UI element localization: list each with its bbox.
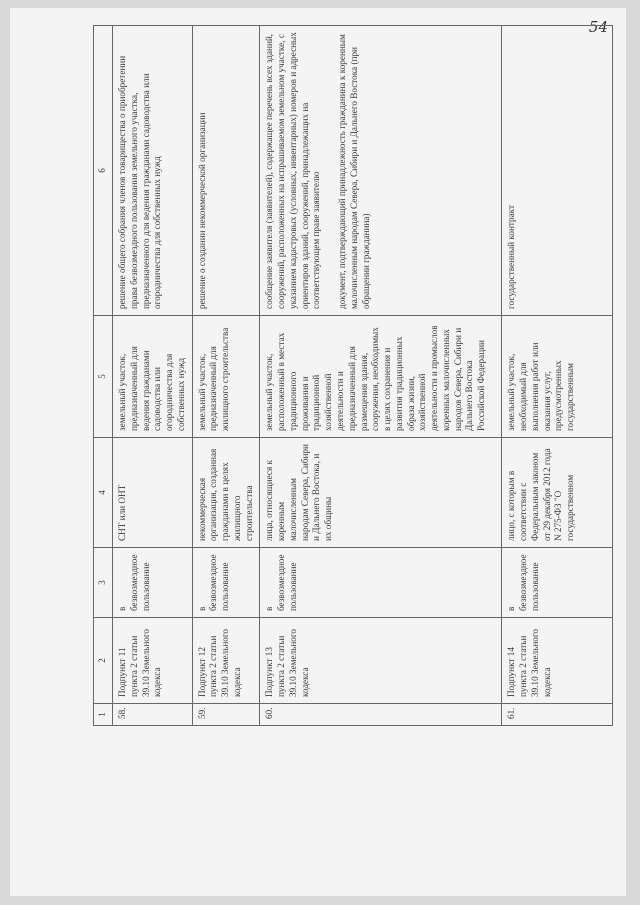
row-right-form: в безвозмездное пользование (113, 548, 193, 618)
row-number: 60. (260, 704, 502, 726)
header-col-3: 3 (94, 548, 113, 618)
rotated-table-wrapper (93, 26, 613, 726)
header-col-6: 6 (94, 26, 113, 316)
row-documents: государственный контракт (502, 26, 613, 316)
row-right-form: в безвозмездное пользование (502, 548, 613, 618)
table-row (113, 26, 193, 726)
row-subject: некоммерческая организация, созданная гражданами в целях жилищного строительства (192, 438, 260, 548)
row-parcel: земельный участок, расположенный в местах традиционного проживания и традиционной хозяйственной деятельности и предназначенный для размещения здания, сооружения, необходимых в целях сохранения и развития традиционных образа жизни, хозяйственной деятельности и промыслов коренных малочисленных народов Севера, Сибири и Дальнего Востока Российской Федерации (260, 316, 502, 438)
row-subject: лица, относящиеся к коренным малочисленным народам Севера, Сибири и Дальнего Востока, и их общины (260, 438, 502, 548)
row-documents: решение о создании некоммерческой организации (192, 26, 260, 316)
header-col-5: 5 (94, 316, 113, 438)
row-right-form: в безвозмездное пользование (192, 548, 260, 618)
row-documents-part-1: сообщение заявителя (заявителей), содержащее перечень всех зданий, сооружений, расположенных на испрашиваемом земельном участке, с указанием кадастровых (условных, инвентарных) номеров и адресных ориентиров зданий, сооружений, принадлежащих на соответствующем праве заявителю (264, 32, 322, 309)
row-parcel: земельный участок, предназначенный для жилищного строительства (192, 316, 260, 438)
land-provision-table (93, 25, 613, 726)
table-row (502, 26, 613, 726)
header-col-4: 4 (94, 438, 113, 548)
header-col-1: 1 (94, 704, 113, 726)
row-legal-basis: Подпункт 12 пункта 2 статьи 39.10 Земельного кодекса (192, 618, 260, 704)
row-legal-basis: Подпункт 13 пункта 2 статьи 39.10 Земельного кодекса (260, 618, 502, 704)
row-number: 59. (192, 704, 260, 726)
row-legal-basis: Подпункт 14 пункта 2 статьи 39.10 Земельного кодекса (502, 618, 613, 704)
row-documents: решение общего собрания членов товарищества о приобретении права безвозмездного пользования земельного участка, предназначенного для ведения гражданами садоводства или огородничества для собственных нужд (113, 26, 193, 316)
row-number: 61. (502, 704, 613, 726)
row-number: 58. (113, 704, 193, 726)
row-documents-part-2: документ, подтверждающий принадлежность гражданина к коренным малочисленным народам Севера, Сибири и Дальнего Востока (при обращении гражданина) (337, 34, 371, 309)
row-subject: лицо, с которым в соответствии с Федеральным законом от 29 декабря 2012 года N 275-ФЗ "О государственном (502, 438, 613, 548)
row-right-form: в безвозмездное пользование (260, 548, 502, 618)
row-parcel: земельный участок, необходимый для выполнения работ или оказания услуг, предусмотренных государственным (502, 316, 613, 438)
row-parcel: земельный участок, предназначенный для ведения гражданами садоводства или огородничества для собственных нужд (113, 316, 193, 438)
row-documents (260, 26, 502, 316)
page-number: 54 (588, 18, 608, 36)
table-header-row (94, 26, 113, 726)
table-row (192, 26, 260, 726)
header-col-2: 2 (94, 618, 113, 704)
row-legal-basis: Подпункт 11 пункта 2 статьи 39.10 Земельного кодекса (113, 618, 193, 704)
row-subject: СНТ или ОНТ (113, 438, 193, 548)
document-page (10, 8, 626, 896)
table-row (260, 26, 502, 726)
